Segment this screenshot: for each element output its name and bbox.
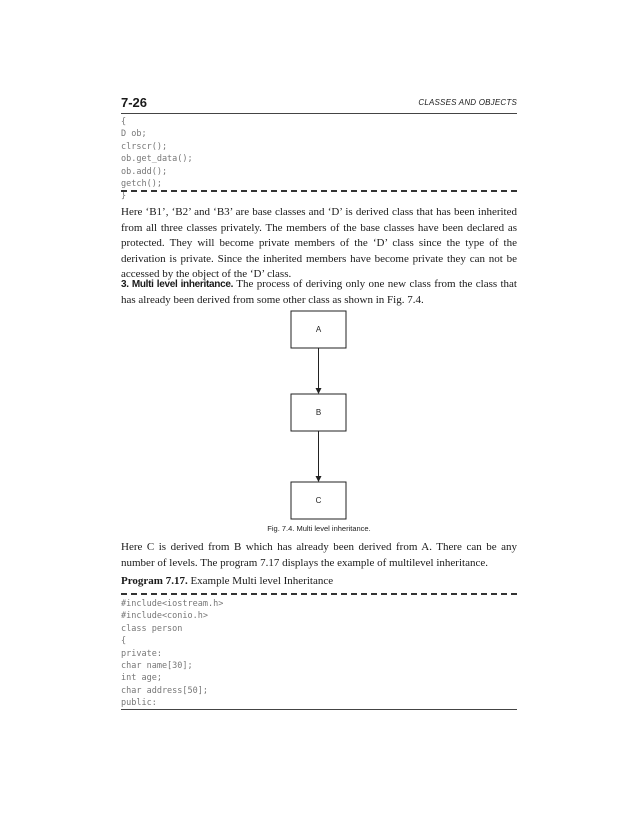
figure-caption: Fig. 7.4. Multi level inheritance. (267, 524, 371, 533)
dashed-divider (121, 593, 517, 595)
program-title (121, 574, 333, 588)
code-line: { (121, 636, 127, 647)
code-line: private: (121, 648, 162, 659)
code-line: class person (121, 623, 183, 634)
code-line: } (121, 191, 127, 202)
section-text: The process of deriving only one new class from the class that has already been derived from some other class as shown in Fig. 7.4. (121, 278, 517, 306)
paragraph-multilevel-desc: Here C is derived from B which has already been derived from A. There can be any number of levels. The program 7.17 displays the example of multilevel inheritance. (121, 541, 517, 569)
program-label: Program 7.17. (121, 575, 188, 587)
code-line: D ob; (121, 129, 147, 140)
code-line: int age; (121, 673, 162, 684)
code-line: getch(); (121, 179, 162, 190)
class-label-b: B (315, 408, 322, 417)
paragraph-base-classes: Here ‘B1’, ‘B2’ and ‘B3’ are base classes and ‘D’ is derived class that has been inherited from all three classes privately. The members of the base classes have been declared as protected. They will become private members of the ‘D’ class since the type of the derivation is private. Since the inherited members have become private they can not be accessed by the object of the ‘D’ class. (121, 206, 517, 280)
code-block-bottom (121, 598, 223, 710)
page-number: 7-26 (121, 95, 148, 110)
code-line: ob.get_data(); (121, 154, 193, 165)
page-bottom-rule (121, 709, 517, 710)
code-line: char address[50]; (121, 685, 208, 696)
class-label-c: C (315, 496, 322, 505)
code-line: ob.add(); (121, 166, 168, 177)
running-head: CLASSES AND OBJECTS (418, 98, 517, 107)
code-line: clrscr(); (121, 141, 168, 152)
class-label-a: A (315, 325, 322, 334)
code-line: char name[30]; (121, 661, 193, 672)
section-heading: 3. Multi level inheritance. (121, 279, 234, 290)
code-line: #include<iostream.h> (121, 599, 224, 609)
code-line: public: (121, 698, 157, 709)
code-line: { (121, 117, 127, 127)
code-line: #include<conio.h> (121, 611, 208, 622)
program-title-text: Example Multi level Inheritance (187, 575, 334, 587)
